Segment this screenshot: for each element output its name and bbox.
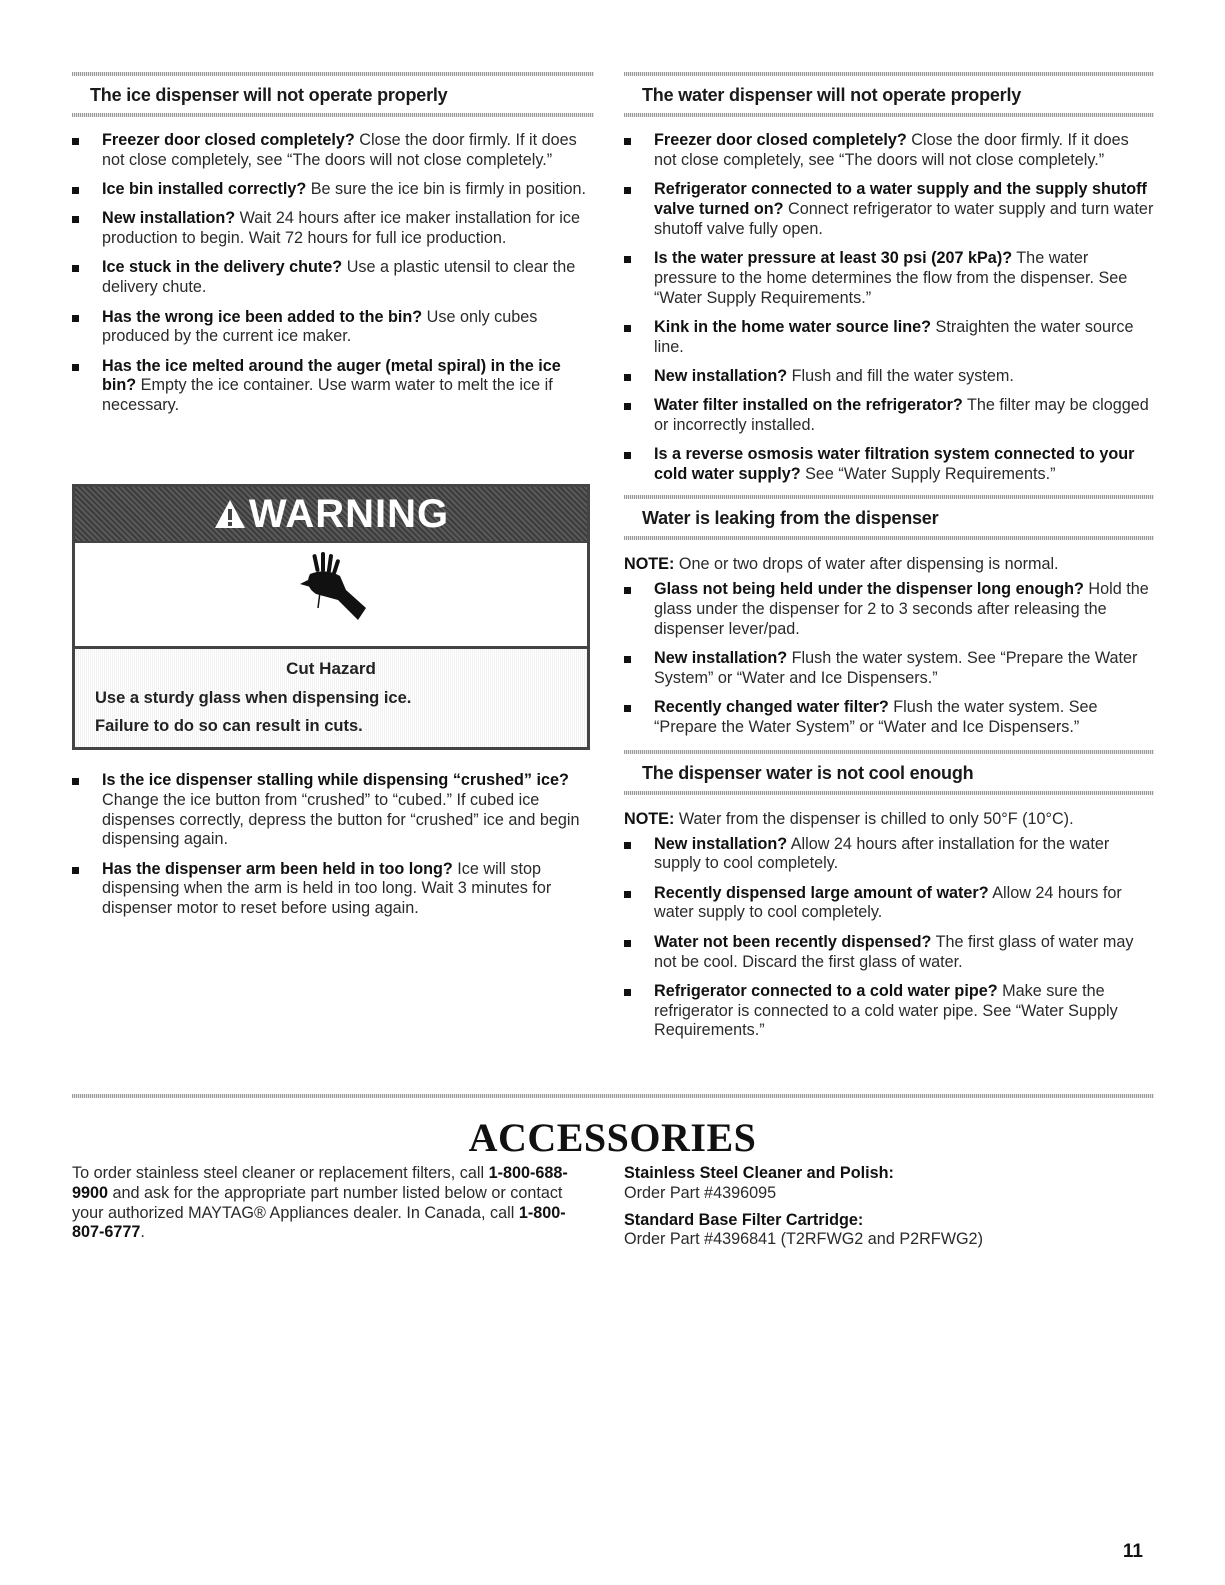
section-title: Water is leaking from the dispenser: [642, 507, 939, 528]
section-title: The ice dispenser will not operate properly: [90, 85, 448, 105]
warning-line-2: Failure to do so can result in cuts.: [95, 717, 363, 735]
section-header-leaking: [624, 495, 1154, 540]
section-title: The dispenser water is not cool enough: [642, 762, 974, 783]
item-answer: Make sure the refrigerator is connected to a cold water pipe. See “Water Supply Requirements.”: [654, 981, 1118, 1040]
list-item: [624, 180, 1154, 239]
item-question: Is a reverse osmosis water filtration system connected to your cold water supply?: [654, 445, 1135, 484]
list-item: [72, 131, 594, 171]
section-header-water-dispenser: [624, 72, 1154, 117]
item-question: Refrigerator connected to a water supply and the supply shutoff valve turned on?: [654, 180, 1147, 218]
list-item: [72, 860, 594, 919]
item-question: Has the dispenser arm been held in too long?: [102, 859, 453, 878]
bullet-square-icon: [624, 256, 631, 263]
item-answer: Allow 24 hours after installation for the water supply to cool completely.: [654, 834, 1110, 873]
note-text: Water from the dispenser is chilled to only 50°F (10°C).: [674, 809, 1074, 828]
bullet-square-icon: [72, 364, 79, 371]
intro-text: and ask for the appropriate part number listed below or contact your authorized MAYTAG® Appliances dealer. In Canada, call: [72, 1183, 563, 1222]
section-title: The water dispenser will not operate properly: [642, 85, 1022, 105]
section-header-ice-dispenser: [72, 72, 594, 117]
item-answer: See “Water Supply Requirements.”: [800, 465, 1056, 484]
accessory-part: Order Part #4396095: [624, 1183, 777, 1202]
bullet-square-icon: [624, 656, 631, 663]
item-question: Water filter installed on the refrigerator?: [654, 396, 963, 415]
item-question: New installation?: [654, 834, 788, 853]
not-cool-note: [624, 809, 1154, 829]
leaking-note: [624, 554, 1154, 574]
item-question: Refrigerator connected to a cold water pipe?: [654, 981, 998, 1000]
item-answer: Close the door firmly. If it does not close completely, see “The doors will not close completely.”: [102, 131, 577, 169]
item-question: Glass not being held under the dispenser long enough?: [654, 579, 1084, 598]
item-question: Ice bin installed correctly?: [102, 180, 307, 199]
accessory-part: Order Part #4396841 (T2RFWG2 and P2RFWG2): [624, 1230, 983, 1249]
bullet-square-icon: [624, 187, 631, 194]
list-item: [624, 933, 1154, 973]
item-answer: Flush the water system. See “Prepare the Water System” or “Water and Ice Dispensers.”: [654, 648, 1138, 687]
bullet-square-icon: [624, 452, 631, 459]
bullet-square-icon: [624, 940, 631, 947]
item-question: Freezer door closed completely?: [102, 131, 355, 149]
item-question: Has the ice melted around the auger (metal spiral) in the ice bin?: [102, 356, 561, 395]
list-item: [624, 396, 1154, 436]
left-column-continued: [72, 771, 594, 929]
accessory-item: [624, 1211, 1154, 1251]
list-item: [624, 580, 1154, 639]
ice-dispenser-list-continued: [72, 771, 594, 919]
bullet-square-icon: [72, 138, 79, 145]
list-item: [72, 357, 594, 416]
accessory-item: [624, 1164, 1154, 1204]
water-dispenser-list: [624, 131, 1154, 485]
item-answer: Close the door firmly. If it does not close completely, see “The doors will not close completely.”: [654, 131, 1129, 169]
hazard-name: Cut Hazard: [286, 659, 376, 678]
item-question: New installation?: [654, 366, 788, 385]
note-text: One or two drops of water after dispensing is normal.: [674, 554, 1059, 573]
page-number: 11: [1122, 1541, 1143, 1562]
list-item: [624, 367, 1154, 387]
item-answer: The first glass of water may not be cool. Discard the first glass of water.: [654, 932, 1134, 971]
list-item: [624, 982, 1154, 1041]
warning-title: WARNING: [248, 491, 450, 536]
item-answer: The filter may be clogged or incorrectly installed.: [654, 396, 1149, 435]
item-answer: Use a plastic utensil to clear the delivery chute.: [102, 258, 576, 297]
section-header-not-cool: [624, 750, 1154, 795]
list-item: [72, 209, 594, 249]
bullet-square-icon: [624, 138, 631, 145]
item-answer: Empty the ice container. Use warm water to melt the ice if necessary.: [102, 376, 553, 415]
list-item: [624, 698, 1154, 738]
list-item: [72, 771, 594, 850]
right-column: [624, 72, 1154, 1051]
item-answer: Wait 24 hours after ice maker installation for ice production to begin. Wait 72 hours for full ice production.: [102, 209, 581, 248]
item-question: Is the ice dispenser stalling while dispensing “crushed” ice?: [102, 771, 569, 789]
warning-line-1: Use a sturdy glass when dispensing ice.: [95, 689, 412, 707]
item-question: Freezer door closed completely?: [654, 131, 907, 149]
phone-us: 1-800-688-9900: [72, 1164, 568, 1202]
bullet-square-icon: [72, 778, 79, 785]
item-question: Water not been recently dispensed?: [654, 932, 932, 951]
item-question: Recently dispensed large amount of water?: [654, 883, 989, 902]
item-answer: Change the ice button from “crushed” to “cubed.” If cubed ice dispenses correctly, depress the button for “crushed” ice and begin dispensing again.: [102, 790, 580, 849]
item-answer: Straighten the water source line.: [654, 317, 1134, 356]
item-question: New installation?: [654, 648, 788, 667]
accessories-intro: [72, 1164, 592, 1243]
item-question: Is the water pressure at least 30 psi (207 kPa)?: [654, 248, 1013, 267]
intro-text: To order stainless steel cleaner or replacement filters, call: [72, 1164, 489, 1182]
item-answer: Flush the water system. See “Prepare the Water System” or “Water and Ice Dispensers.”: [654, 697, 1098, 736]
item-question: Recently changed water filter?: [654, 697, 889, 716]
item-question: New installation?: [102, 209, 236, 228]
note-label: NOTE:: [624, 809, 675, 828]
item-answer: Be sure the ice bin is firmly in position.: [306, 180, 587, 199]
list-item: [624, 884, 1154, 924]
not-cool-list: [624, 835, 1154, 1042]
warning-triangle-icon: [213, 498, 247, 530]
ice-dispenser-list: [72, 131, 594, 416]
accessories-parts: [624, 1164, 1154, 1257]
list-item: [624, 649, 1154, 689]
accessory-label: Standard Base Filter Cartridge:: [624, 1210, 864, 1229]
bullet-square-icon: [624, 842, 631, 849]
item-question: Ice stuck in the delivery chute?: [102, 258, 343, 277]
bullet-square-icon: [72, 867, 79, 874]
list-item: [624, 249, 1154, 308]
bullet-square-icon: [624, 891, 631, 898]
list-item: [72, 180, 594, 200]
left-column: [72, 72, 594, 426]
intro-text: .: [140, 1223, 145, 1242]
list-item: [624, 318, 1154, 358]
accessories-rule: [72, 1094, 1154, 1098]
item-answer: Ice will stop dispensing when the arm is held in too long. Wait 3 minutes for dispenser motor to reset before using again.: [102, 859, 552, 918]
list-item: [624, 131, 1154, 171]
item-answer: Use only cubes produced by the current ice maker.: [102, 307, 538, 346]
list-item: [72, 308, 594, 348]
leaking-list: [624, 580, 1154, 738]
accessories-title: ACCESSORIES: [468, 1115, 757, 1160]
bullet-square-icon: [624, 374, 631, 381]
bullet-square-icon: [624, 989, 631, 996]
list-item: [72, 258, 594, 298]
bullet-square-icon: [72, 265, 79, 272]
note-label: NOTE:: [624, 554, 675, 573]
bullet-square-icon: [624, 325, 631, 332]
item-answer: Connect refrigerator to water supply and turn water shutoff valve fully open.: [654, 199, 1154, 238]
item-answer: Allow 24 hours for water supply to cool completely.: [654, 883, 1122, 922]
list-item: [624, 445, 1154, 485]
item-answer: Hold the glass under the dispenser for 2 to 3 seconds after releasing the dispenser lever/pad.: [654, 579, 1149, 638]
bullet-square-icon: [72, 315, 79, 322]
bullet-square-icon: [624, 705, 631, 712]
warning-box: [72, 484, 590, 750]
phone-canada: 1-800-807-6777: [72, 1203, 566, 1242]
item-answer: The water pressure to the home determines the flow from the dispenser. See “Water Supply Requirements.”: [654, 248, 1128, 307]
bullet-square-icon: [72, 187, 79, 194]
item-question: Has the wrong ice been added to the bin?: [102, 307, 423, 326]
warning-banner: [75, 487, 587, 541]
item-answer: Flush and fill the water system.: [787, 366, 1014, 385]
cut-hazard-hand-icon: [286, 550, 376, 640]
accessory-label: Stainless Steel Cleaner and Polish:: [624, 1164, 894, 1182]
item-question: Kink in the home water source line?: [654, 317, 932, 336]
list-item: [624, 835, 1154, 875]
bullet-square-icon: [624, 403, 631, 410]
bullet-square-icon: [624, 587, 631, 594]
bullet-square-icon: [72, 216, 79, 223]
